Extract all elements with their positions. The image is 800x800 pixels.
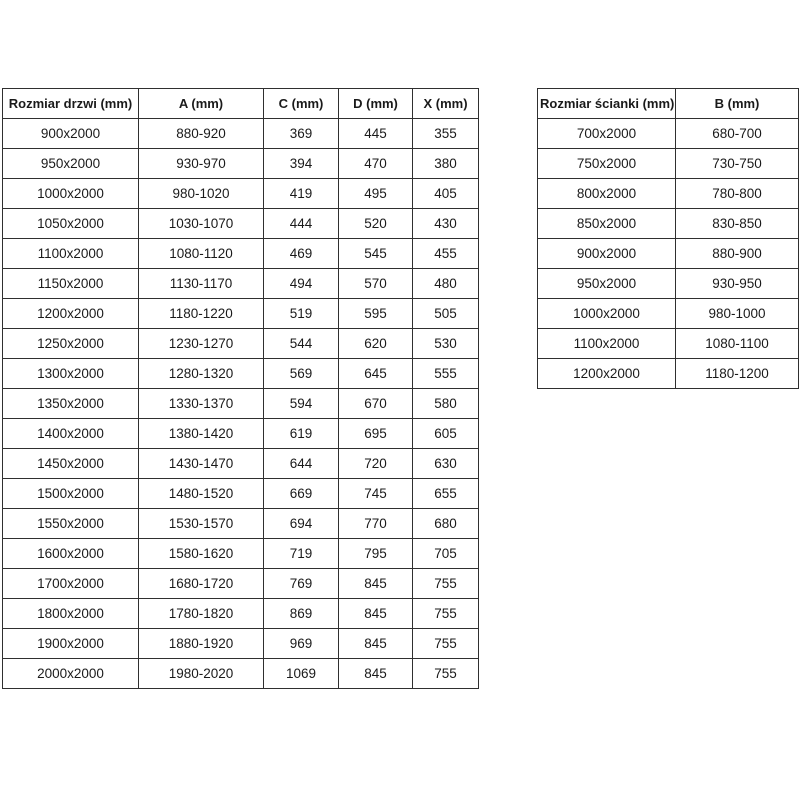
table-cell: 645	[339, 359, 413, 389]
table-cell: 700x2000	[538, 119, 676, 149]
table-cell: 519	[264, 299, 339, 329]
door-sizes-table	[2, 88, 479, 689]
wall-sizes-table-head	[538, 89, 799, 119]
table-cell: 900x2000	[3, 119, 139, 149]
table-cell: 1180-1220	[139, 299, 264, 329]
table-row	[538, 269, 799, 299]
table-cell: 1130-1170	[139, 269, 264, 299]
table-row	[538, 359, 799, 389]
table-cell: 369	[264, 119, 339, 149]
table-cell: 1230-1270	[139, 329, 264, 359]
table-cell: 1400x2000	[3, 419, 139, 449]
table-cell: 750x2000	[538, 149, 676, 179]
table-cell: 1080-1100	[676, 329, 799, 359]
table-cell: 850x2000	[538, 209, 676, 239]
table-cell: 405	[413, 179, 479, 209]
table-row	[538, 239, 799, 269]
table-row	[3, 569, 479, 599]
table-cell: 505	[413, 299, 479, 329]
header-cell: Rozmiar ścianki (mm)	[538, 89, 676, 119]
table-cell: 755	[413, 659, 479, 689]
table-cell: 930-970	[139, 149, 264, 179]
table-cell: 620	[339, 329, 413, 359]
table-row	[3, 209, 479, 239]
table-row	[3, 329, 479, 359]
table-cell: 380	[413, 149, 479, 179]
table-cell: 1880-1920	[139, 629, 264, 659]
table-cell: 880-900	[676, 239, 799, 269]
table-cell: 1550x2000	[3, 509, 139, 539]
table-row	[3, 389, 479, 419]
table-row	[538, 119, 799, 149]
table-cell: 720	[339, 449, 413, 479]
wall-sizes-table-body	[538, 119, 799, 389]
table-cell: 769	[264, 569, 339, 599]
table-cell: 930-950	[676, 269, 799, 299]
table-cell: 1980-2020	[139, 659, 264, 689]
table-cell: 1800x2000	[3, 599, 139, 629]
table-cell: 719	[264, 539, 339, 569]
door-sizes-table-body	[3, 119, 479, 689]
table-row	[3, 239, 479, 269]
table-cell: 695	[339, 419, 413, 449]
table-row	[3, 659, 479, 689]
table-row	[3, 179, 479, 209]
table-cell: 680	[413, 509, 479, 539]
table-cell: 545	[339, 239, 413, 269]
table-cell: 495	[339, 179, 413, 209]
table-row	[3, 149, 479, 179]
table-cell: 795	[339, 539, 413, 569]
table-cell: 1100x2000	[3, 239, 139, 269]
table-cell: 494	[264, 269, 339, 299]
table-cell: 530	[413, 329, 479, 359]
table-cell: 1050x2000	[3, 209, 139, 239]
table-cell: 644	[264, 449, 339, 479]
table-cell: 745	[339, 479, 413, 509]
door-sizes-table-head	[3, 89, 479, 119]
table-cell: 1030-1070	[139, 209, 264, 239]
table-cell: 1250x2000	[3, 329, 139, 359]
table-cell: 630	[413, 449, 479, 479]
table-row	[538, 299, 799, 329]
header-cell: D (mm)	[339, 89, 413, 119]
table-cell: 1450x2000	[3, 449, 139, 479]
table-cell: 1069	[264, 659, 339, 689]
table-cell: 1600x2000	[3, 539, 139, 569]
table-cell: 1480-1520	[139, 479, 264, 509]
table-row	[538, 149, 799, 179]
table-cell: 544	[264, 329, 339, 359]
table-row	[3, 509, 479, 539]
table-cell: 1180-1200	[676, 359, 799, 389]
table-cell: 1530-1570	[139, 509, 264, 539]
table-cell: 980-1000	[676, 299, 799, 329]
table-cell: 669	[264, 479, 339, 509]
wall-sizes-table	[537, 88, 799, 389]
table-cell: 1500x2000	[3, 479, 139, 509]
table-cell: 355	[413, 119, 479, 149]
table-cell: 1150x2000	[3, 269, 139, 299]
header-row	[538, 89, 799, 119]
table-cell: 1280-1320	[139, 359, 264, 389]
table-cell: 1080-1120	[139, 239, 264, 269]
table-row	[3, 599, 479, 629]
table-row	[3, 359, 479, 389]
table-cell: 595	[339, 299, 413, 329]
header-cell: X (mm)	[413, 89, 479, 119]
table-cell: 445	[339, 119, 413, 149]
table-row	[3, 539, 479, 569]
table-cell: 1900x2000	[3, 629, 139, 659]
table-cell: 845	[339, 659, 413, 689]
table-cell: 880-920	[139, 119, 264, 149]
table-cell: 755	[413, 599, 479, 629]
table-cell: 705	[413, 539, 479, 569]
table-cell: 1100x2000	[538, 329, 676, 359]
table-cell: 430	[413, 209, 479, 239]
table-cell: 394	[264, 149, 339, 179]
table-cell: 845	[339, 629, 413, 659]
table-cell: 555	[413, 359, 479, 389]
table-cell: 670	[339, 389, 413, 419]
header-cell: B (mm)	[676, 89, 799, 119]
table-cell: 1000x2000	[538, 299, 676, 329]
table-cell: 469	[264, 239, 339, 269]
table-cell: 1330-1370	[139, 389, 264, 419]
table-row	[3, 419, 479, 449]
table-cell: 1430-1470	[139, 449, 264, 479]
table-row	[538, 209, 799, 239]
table-cell: 1200x2000	[538, 359, 676, 389]
table-cell: 1700x2000	[3, 569, 139, 599]
table-cell: 1780-1820	[139, 599, 264, 629]
table-cell: 1380-1420	[139, 419, 264, 449]
table-cell: 869	[264, 599, 339, 629]
table-cell: 444	[264, 209, 339, 239]
table-cell: 594	[264, 389, 339, 419]
table-cell: 1580-1620	[139, 539, 264, 569]
table-row	[3, 269, 479, 299]
table-cell: 980-1020	[139, 179, 264, 209]
table-cell: 570	[339, 269, 413, 299]
table-cell: 1200x2000	[3, 299, 139, 329]
table-cell: 470	[339, 149, 413, 179]
table-row	[3, 119, 479, 149]
table-cell: 1300x2000	[3, 359, 139, 389]
table-cell: 655	[413, 479, 479, 509]
table-row	[538, 179, 799, 209]
table-cell: 619	[264, 419, 339, 449]
header-cell: Rozmiar drzwi (mm)	[3, 89, 139, 119]
table-cell: 455	[413, 239, 479, 269]
table-cell: 845	[339, 569, 413, 599]
table-cell: 419	[264, 179, 339, 209]
table-cell: 800x2000	[538, 179, 676, 209]
table-row	[3, 449, 479, 479]
header-cell: C (mm)	[264, 89, 339, 119]
table-row	[3, 479, 479, 509]
table-cell: 1000x2000	[3, 179, 139, 209]
table-row	[3, 629, 479, 659]
table-cell: 580	[413, 389, 479, 419]
table-cell: 480	[413, 269, 479, 299]
table-cell: 755	[413, 629, 479, 659]
table-cell: 950x2000	[3, 149, 139, 179]
table-cell: 845	[339, 599, 413, 629]
table-cell: 950x2000	[538, 269, 676, 299]
table-cell: 900x2000	[538, 239, 676, 269]
header-cell: A (mm)	[139, 89, 264, 119]
table-cell: 520	[339, 209, 413, 239]
table-row	[538, 329, 799, 359]
table-cell: 969	[264, 629, 339, 659]
table-cell: 605	[413, 419, 479, 449]
table-cell: 1350x2000	[3, 389, 139, 419]
table-cell: 680-700	[676, 119, 799, 149]
table-row	[3, 299, 479, 329]
table-cell: 755	[413, 569, 479, 599]
table-cell: 780-800	[676, 179, 799, 209]
table-cell: 694	[264, 509, 339, 539]
table-cell: 730-750	[676, 149, 799, 179]
table-cell: 569	[264, 359, 339, 389]
header-row	[3, 89, 479, 119]
table-cell: 2000x2000	[3, 659, 139, 689]
table-cell: 770	[339, 509, 413, 539]
table-cell: 1680-1720	[139, 569, 264, 599]
table-cell: 830-850	[676, 209, 799, 239]
